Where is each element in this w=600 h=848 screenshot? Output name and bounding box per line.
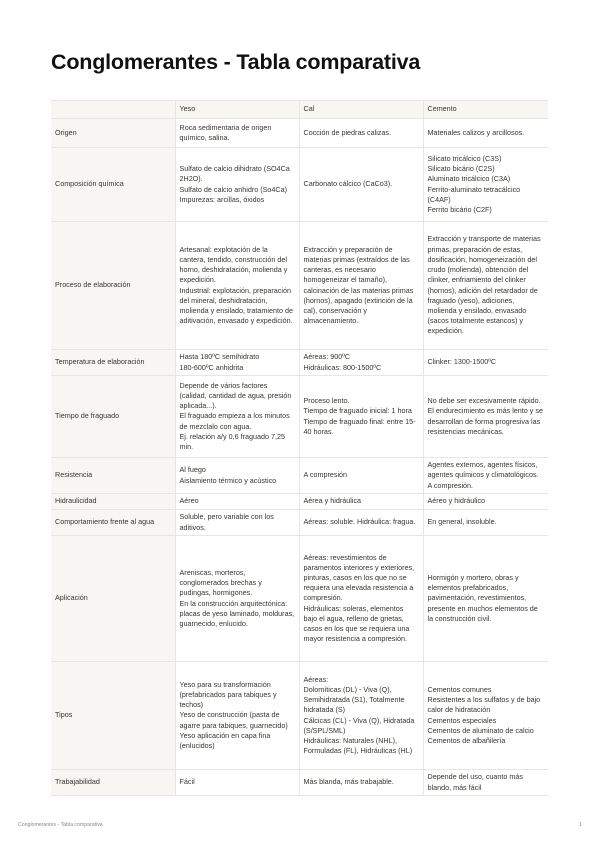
table-header-row	[51, 101, 548, 119]
cell-cemento: Materiales calizos y arcillosos.	[423, 119, 548, 148]
table-row	[51, 510, 548, 536]
table-row	[51, 494, 548, 510]
header-cal: Cal	[299, 101, 423, 119]
table-row	[51, 376, 548, 458]
cell-yeso: Hasta 180ºC semihidrato 180-600ºC anhidrita	[175, 350, 299, 376]
cell-cemento: Silicato tricálcico (C3S) Silicato bicário (C2S) Aluminato tricálcico (C3A) Ferrito-aluminato tetracálcico (C4AF) Ferrito bicário (C2F)	[423, 148, 548, 222]
row-label: Comportamiento frente al agua	[51, 510, 175, 536]
cell-yeso: Aéreo	[175, 494, 299, 510]
cell-cal: Más blanda, más trabajable.	[299, 770, 423, 796]
table-row	[51, 458, 548, 494]
cell-cal: Cocción de piedras calizas.	[299, 119, 423, 148]
header-corner	[51, 101, 175, 119]
row-label: Tipos	[51, 662, 175, 770]
header-yeso: Yeso	[175, 101, 299, 119]
cell-cemento: Aéreo y hidráulico	[423, 494, 548, 510]
cell-yeso: Al fuego Aislamiento térmico y acústico	[175, 458, 299, 494]
cell-yeso: Fácil	[175, 770, 299, 796]
row-label: Resistencia	[51, 458, 175, 494]
cell-cal: A compresión	[299, 458, 423, 494]
comparison-table	[51, 100, 548, 796]
row-label: Proceso de elaboración	[51, 222, 175, 350]
cell-cal: Aéreas: Dolomíticas (DL) - Viva (Q), Semihidratada (S1), Totalmente hidratada (S) Cálcicas (CL) - Viva (Q), Hidratada (S/SPL/SML) Hidráulicas: Naturales (NHL), Formuladas (FL), Hidráulicas (HL)	[299, 662, 423, 770]
row-label: Composición química	[51, 148, 175, 222]
cell-cal: Aérea y hidráulica	[299, 494, 423, 510]
cell-yeso: Sulfato de calcio dihidrato (SO4Ca 2H2O). Sulfato de calcio anhidro (So4Ca) Impurezas: arcillas, óxidos	[175, 148, 299, 222]
cell-yeso: Areniscas, morteros, conglomerados brechas y pudingas, hormigones. En la construcción arquitectónica: placas de yeso laminado, molduras, guarnecido, enlucido.	[175, 536, 299, 662]
table-row	[51, 119, 548, 148]
cell-cal: Extracción y preparación de materias primas (extraídos de las canteras, es necesario homogeneizar el tamaño), calcinación de las materias primas (hornos), apagado (extinción de la cal), conservación y almacenamiento.	[299, 222, 423, 350]
cell-yeso: Depende de vários factores (calidad, cantidad de agua, presión aplicada...). El fraguado empieza a los minutos de mezclalo con agua. Ej. relación a/y 0,6 fraguado 7,25 min.	[175, 376, 299, 458]
table-row	[51, 350, 548, 376]
cell-cemento: Extracción y transporte de materias primas, preparación de estas, dosificación, homogeneización del crudo (molienda), obtención del clinker, enfriamiento del clinker (hornos), adición del retardador de fraguado (yeso), adiciones, molienda y ensilado, envasado (sacos totalmente estancos) y expedición.	[423, 222, 548, 350]
row-label: Hidraulicidad	[51, 494, 175, 510]
cell-cemento: Cementos comunes Resistentes a los sulfatos y de bajo calor de hidratación Cementos especiales Cementos de aluminato de calcio Cementos de albañilería	[423, 662, 548, 770]
page-footer	[18, 822, 582, 828]
cell-cemento: En general, insoluble.	[423, 510, 548, 536]
cell-cal: Aéreas: 900ºC Hidráulicas: 800-1500ºC	[299, 350, 423, 376]
table-row	[51, 148, 548, 222]
page-title: Conglomerantes - Tabla comparativa	[51, 50, 421, 74]
cell-cemento: Hormigón y mortero, obras y elementos prefabricados, pavimentación, revestimientos, presente en muchos elementos de la construcción civil.	[423, 536, 548, 662]
row-label: Tiempo de fraguado	[51, 376, 175, 458]
table-row	[51, 770, 548, 796]
row-label: Temperatura de elaboración	[51, 350, 175, 376]
cell-cal: Carbonato cálcico (CaCo3).	[299, 148, 423, 222]
cell-yeso: Soluble, pero variable con los aditivos.	[175, 510, 299, 536]
cell-cal: Aéreas: revestimientos de paramentos interiores y exteriores, pinturas, casos en los que no se requiera una elevada resistencia a compresión. Hidráulicas: soleras, elementos bajo el agua, relleno de grietas, casos en los que se requiera una mayor resistencia a compresión.	[299, 536, 423, 662]
cell-cal: Proceso lento. Tiempo de fraguado inicial: 1 hora Tiempo de fraguado final: entre 15-40 horas.	[299, 376, 423, 458]
table-row	[51, 662, 548, 770]
cell-yeso: Yeso para su transformación (prefabricados para tabiques y techos) Yeso de construcción (pasta de agarre para tabiques, guarnecido) Yeso aplicación en capa fina (enlucidos)	[175, 662, 299, 770]
header-cemento: Cemento	[423, 101, 548, 119]
row-label: Aplicación	[51, 536, 175, 662]
page-number: 1	[579, 822, 582, 828]
cell-cemento: Agentes externos, agentes físicos, agentes químicos y climatológicos. A compresión.	[423, 458, 548, 494]
cell-yeso: Roca sedimentaria de origen químico, salina.	[175, 119, 299, 148]
cell-yeso: Artesanal: explotación de la cantera, tendido, construcción del horno, deshidratación, molienda y expedición. Industrial: explotación, preparación del mineral, deshidratación, molienda y ensilado, tratamiento de aditivación, envasado y expedición.	[175, 222, 299, 350]
row-label: Origen	[51, 119, 175, 148]
table-row	[51, 536, 548, 662]
cell-cemento: No debe ser excesivamente rápido. El endurecimiento es más lento y se desarrollan de forma progresiva las resistencias mecánicas.	[423, 376, 548, 458]
footer-title: Conglomerantes - Tabla comparativa	[18, 822, 103, 828]
row-label: Trabajabilidad	[51, 770, 175, 796]
cell-cemento: Clinker: 1300-1500ºC	[423, 350, 548, 376]
cell-cemento: Depende del uso, cuanto más blando, más fácil	[423, 770, 548, 796]
table-row	[51, 222, 548, 350]
cell-cal: Aéreas: soluble. Hidráulica: fragua.	[299, 510, 423, 536]
